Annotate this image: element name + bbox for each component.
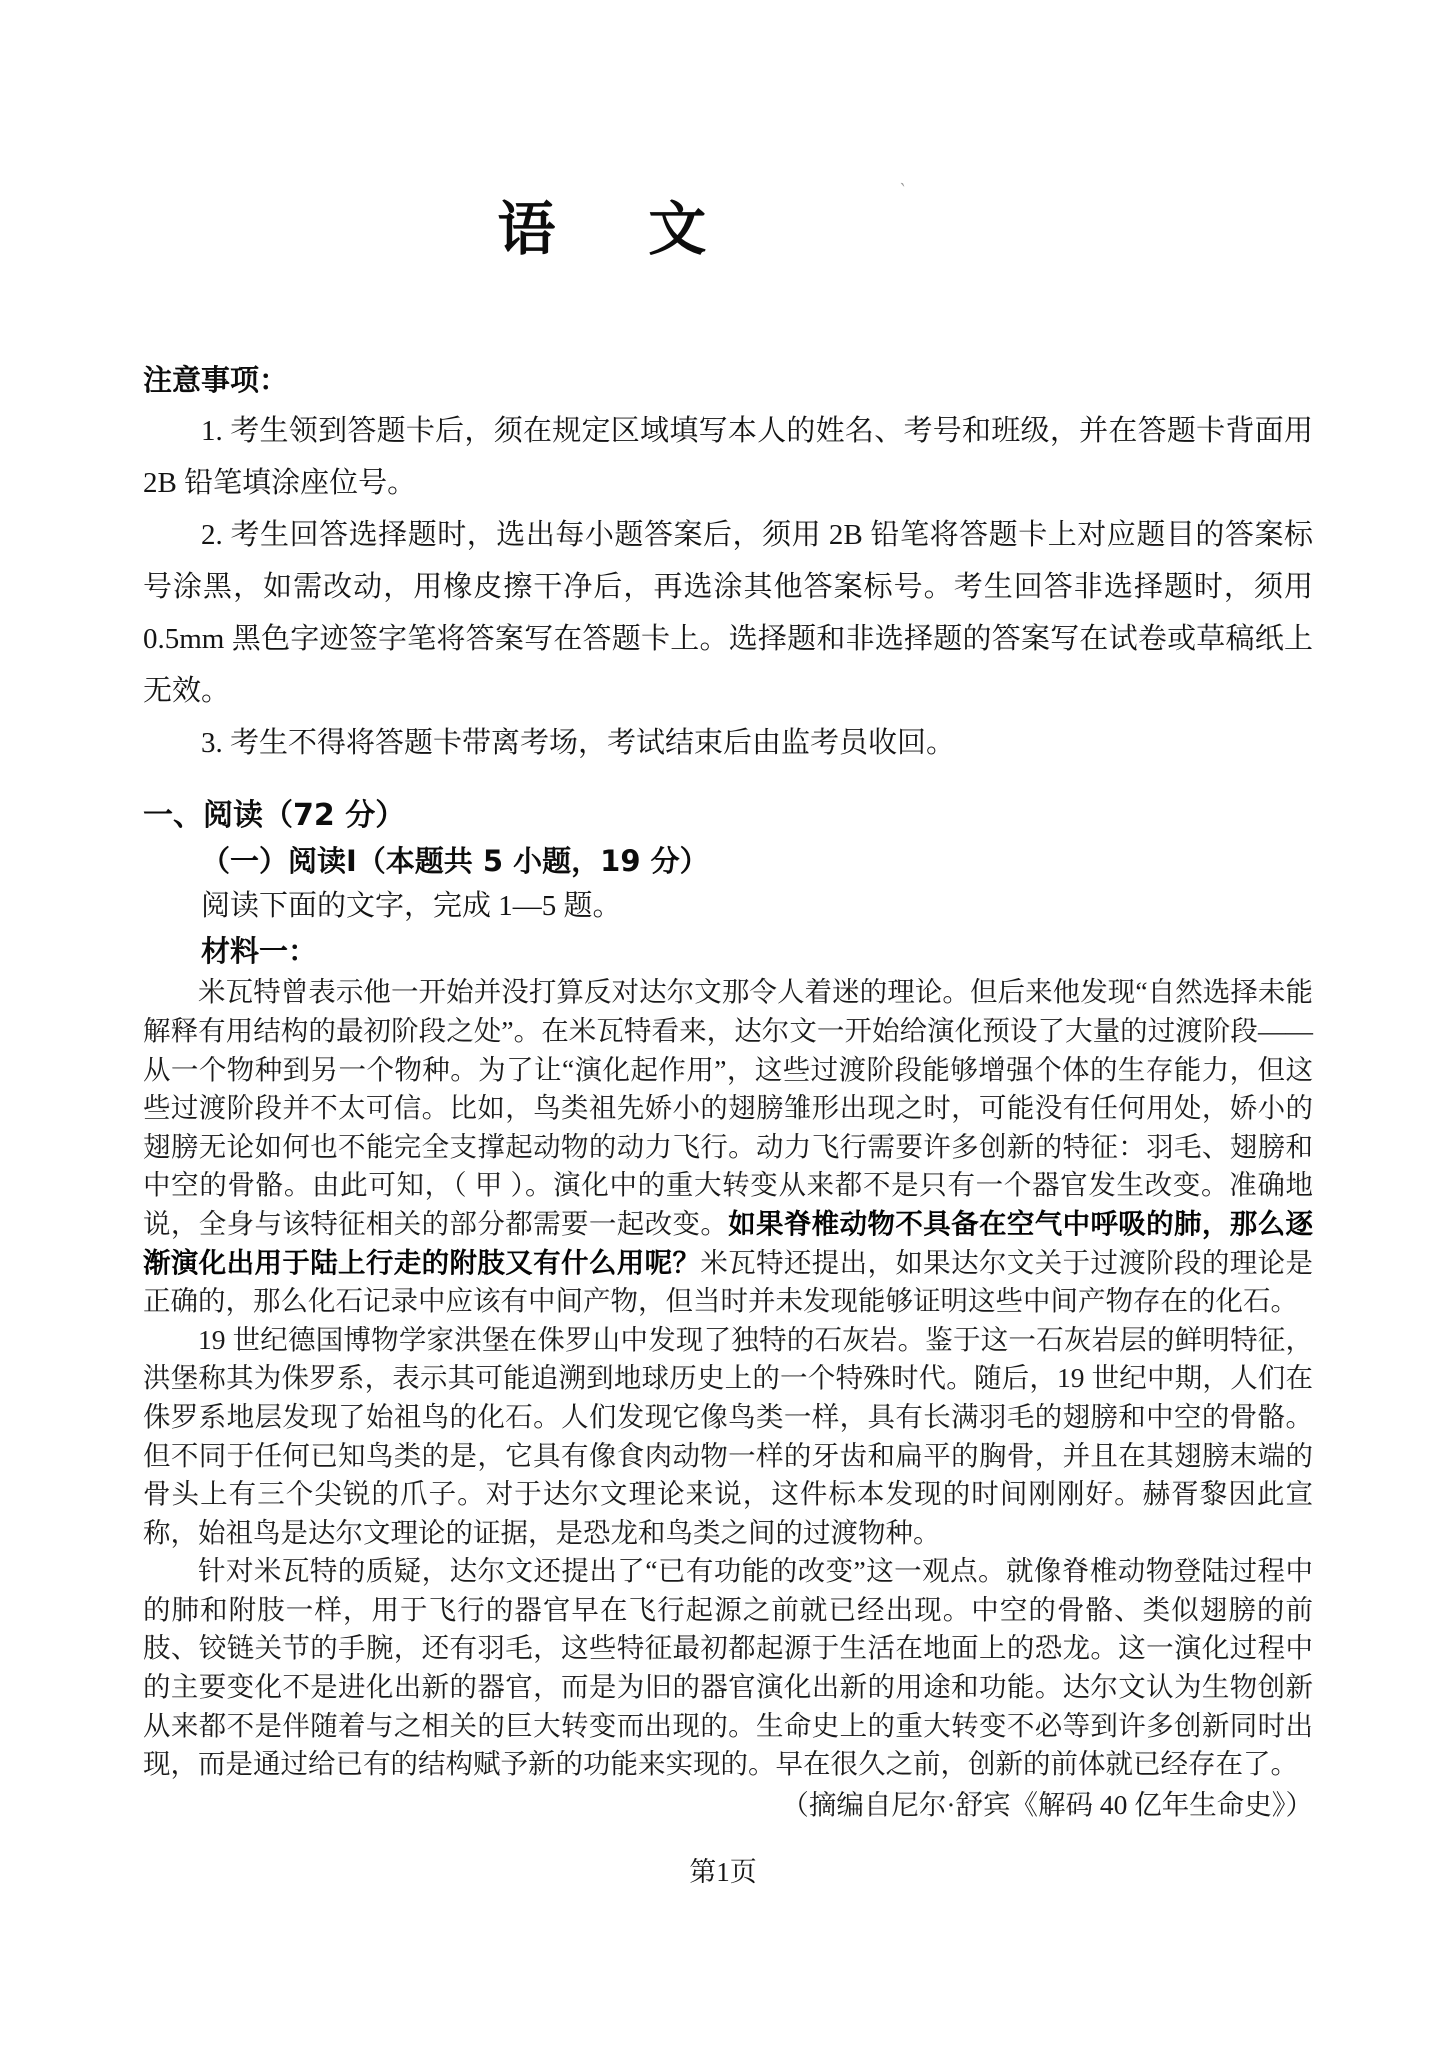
material-paragraph-1 (143, 973, 1313, 1320)
material-paragraph-3: 针对米瓦特的质疑，达尔文还提出了“已有功能的改变”这一观点。就像脊椎动物登陆过程中的肺和附肢一样，用于飞行的器官早在飞行起源之前就已经出现。中空的骨骼、类似翅膀的前肢、铰链关节的手腕，还有羽毛，这些特征最初都起源于生活在地面上的恐龙。这一演化过程中的主要变化不是进化出新的器官，而是为旧的器官演化出新的用途和功能。达尔文认为生物创新从来都不是伴随着与之相关的巨大转变而出现的。生命史上的重大转变不必等到许多创新同时出现，而是通过给已有的结构赋予新的功能来实现的。早在很久之前，创新的前体就已经存在了。 (143, 1555, 1313, 1780)
page-title: 语 文 (497, 195, 724, 263)
reading-instruction: 阅读下面的文字，完成 1—5 题。 (201, 890, 622, 923)
paragraph-1-bold-sentence: 如果脊椎动物不具备在空气中呼吸的肺，那么逐渐演化出用于陆上行走的附肢又有什么用呢？ (143, 1207, 1314, 1278)
paragraph-1-segment-1: 米瓦特曾表示他一开始并没打算反对达尔文那令人着迷的理论。但后来他发现“自然选择未能解释有用结构的最初阶段之处”。在米瓦特看来，达尔文一开始给演化预设了大量的过渡阶段——从一个物种到另一个物种。为了让“演化起作用”，这些过渡阶段能够增强个体的生存能力，但这些过渡阶段并不太可信。比如，鸟类祖先娇小的翅膀雏形出现之时，可能没有任何用处，娇小的翅膀无论如何也不能完全支撑起动物的动力飞行。动力飞行需要许多创新的特征：羽毛、翅膀和中空的骨骼。由此可知，（ 甲 ）。演化中的重大转变从来都不是只有一个器官发生改变。准确地说，全身与该特征相关的部分都需要一起改变。 (143, 976, 1313, 1239)
subsection-heading: （一）阅读Ⅰ（本题共 5 小题，19 分） (201, 844, 709, 879)
notice-heading: 注意事项： (143, 363, 289, 398)
section-heading: 一、阅读（72 分） (143, 798, 406, 834)
notice-item-2: 2. 考生回答选择题时，选出每小题答案后，须用 2B 铅笔将答题卡上对应题目的答案标号涂黑，如需改动，用橡皮擦干净后，再选涂其他答案标号。考生回答非选择题时，须用 0.5mm 黑色字迹签字笔将答案写在答题卡上。选择题和非选择题的答案写在试卷或草稿纸上无效。 (143, 519, 1313, 708)
reading-section (143, 793, 1313, 1824)
notice-item-1: 1. 考生领到答题卡后，须在规定区域填写本人的姓名、考号和班级，并在答题卡背面用 2B 铅笔填涂座位号。 (143, 415, 1313, 500)
notice-item-3: 3. 考生不得将答题卡带离考场，考试结束后由监考员收回。 (201, 727, 956, 760)
material-paragraph-2: 19 世纪德国博物学家洪堡在侏罗山中发现了独特的石灰岩。鉴于这一石灰岩层的鲜明特征，洪堡称其为侏罗系，表示其可能追溯到地球历史上的一个特殊时代。随后，19 世纪中期，人们在侏罗系地层发现了始祖鸟的化石。人们发现它像鸟类一样，具有长满羽毛的翅膀和中空的骨骼。但不同于任何已知鸟类的是，它具有像食肉动物一样的牙齿和扁平的胸骨，并且在其翅膀末端的骨头上有三个尖锐的爪子。对于达尔文理论来说，这件标本发现的时间刚刚好。赫胥黎因此宣称，始祖鸟是达尔文理论的证据，是恐龙和鸟类之间的过渡物种。 (143, 1323, 1313, 1548)
scan-artifact-mark: ` (895, 179, 907, 203)
page-number: 第1页 (689, 1857, 757, 1888)
paragraph-1-segment-3: 米瓦特还提出，如果达尔文关于过渡阶段的理论是正确的，那么化石记录中应该有中间产物，但当时并未发现能够证明这些中间产物存在的化石。 (143, 1246, 1314, 1317)
material-one-label: 材料一： (201, 934, 318, 969)
source-attribution: （摘编自尼尔·舒宾《解码 40 亿年生命史》） (781, 1788, 1313, 1820)
